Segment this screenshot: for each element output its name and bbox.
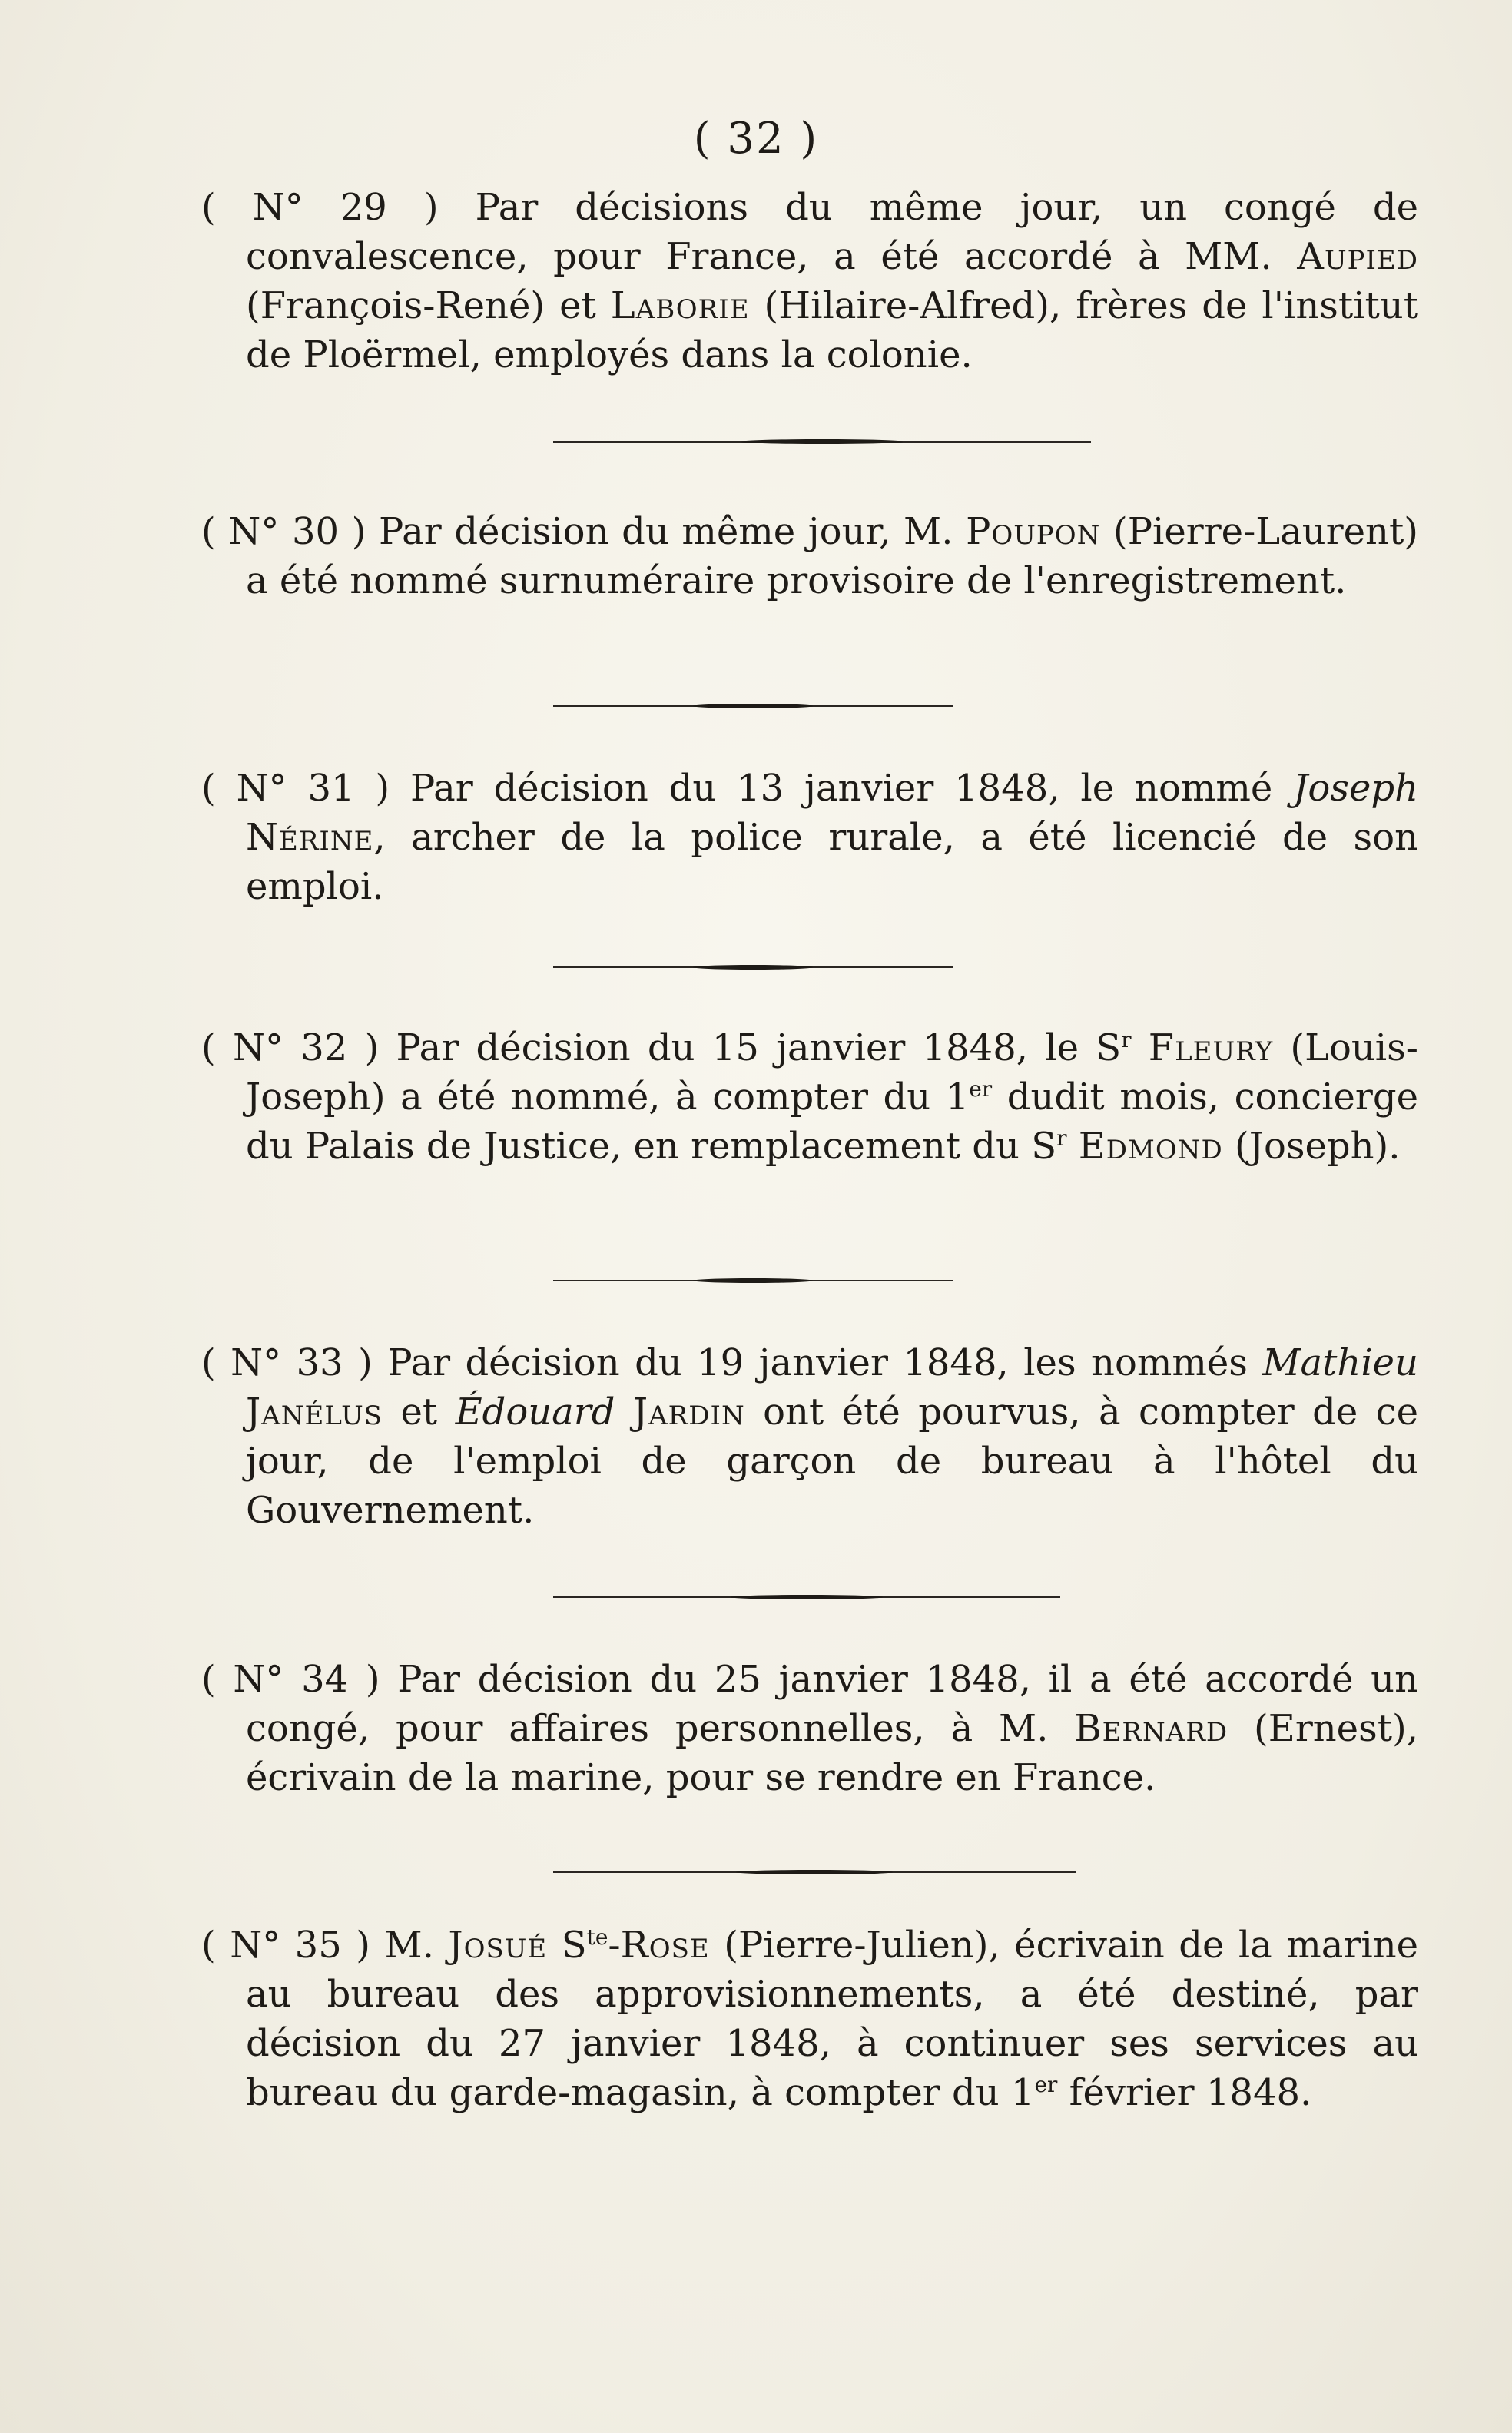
text-run: - — [608, 1924, 621, 1967]
text-run: (Joseph). — [1222, 1125, 1401, 1168]
name-smallcaps: Laborie — [610, 284, 750, 327]
text-run: Par décision du 25 janvier 1848, il a été accordé un congé, pour affaires personnelles, à M. — [246, 1658, 1418, 1750]
text-run: Par décision du 13 janvier 1848, le nommé — [410, 767, 1294, 810]
superscript: er — [969, 1076, 993, 1102]
text-run: (Ernest), écrivain de la marine, pour se rendre en France. — [246, 1707, 1418, 1799]
text-run: et — [383, 1391, 456, 1434]
entry-32 — [201, 1023, 1418, 1171]
entry-text — [201, 1921, 1419, 2117]
name-smallcaps: Poupon — [966, 510, 1101, 553]
entry-text — [201, 764, 1418, 911]
name-italic: Édouard — [455, 1391, 615, 1434]
entry-number: ( N° 31 ) — [201, 767, 390, 810]
entry-number: ( N° 29 ) — [201, 186, 439, 229]
text-run: février 1848. — [1057, 2071, 1312, 2114]
entry-text — [201, 1655, 1418, 1802]
entry-number: ( N° 34 ) — [201, 1658, 380, 1701]
page-number: ( 32 ) — [693, 114, 819, 164]
text-run: (Pierre-Julien), écrivain de la marine au bureau des approvisionnements, a été destiné, par décision du 27 janvier 1848, à continuer ses services au bureau du garde-magasin, à compter du 1 — [246, 1924, 1419, 2114]
text-run: (Pierre-Laurent) a été nommé surnuméraire provisoire de l'enregistrement. — [246, 510, 1418, 602]
name-smallcaps: Aupied — [1297, 235, 1418, 278]
text-run: , archer de la police rurale, a été licencié de son emploi. — [246, 816, 1418, 908]
entry-33 — [201, 1338, 1418, 1535]
entry-number: ( N° 33 ) — [201, 1341, 373, 1384]
text-run: M. — [384, 1924, 449, 1967]
text-run: Par décision du même jour, M. — [379, 510, 967, 553]
name-smallcaps: Edmond — [1078, 1125, 1223, 1168]
separator-rule — [553, 704, 953, 708]
text-run: dudit mois, concierge du Palais de Justice, en remplacement du S — [246, 1076, 1418, 1168]
separator-rule — [553, 965, 953, 970]
name-italic: Joseph — [1293, 767, 1418, 810]
entry-text — [201, 183, 1418, 380]
separator-rule — [553, 1870, 1076, 1874]
text-run — [1066, 1125, 1078, 1168]
entry-29 — [201, 183, 1418, 380]
name-smallcaps: Rose — [620, 1924, 710, 1967]
text-run: ont été pourvus, à compter de ce jour, de l'emploi de garçon de bureau à l'hôtel du Gouvernement. — [246, 1391, 1418, 1532]
name-smallcaps: Fleury — [1148, 1026, 1274, 1069]
text-run: Par décision du 15 janvier 1848, le S — [396, 1026, 1122, 1069]
text-run: (François-René) et — [246, 284, 611, 327]
entry-number: ( N° 30 ) — [201, 510, 366, 553]
entry-34 — [201, 1655, 1418, 1802]
text-run — [615, 1391, 632, 1434]
entry-30 — [201, 507, 1418, 605]
entry-text — [201, 1338, 1418, 1535]
separator-rule — [553, 439, 1091, 444]
separator-rule — [553, 1595, 1060, 1599]
superscript: te — [586, 1924, 608, 1950]
name-smallcaps: Janélus — [246, 1391, 383, 1434]
text-run — [1132, 1026, 1149, 1069]
superscript: r — [1056, 1125, 1067, 1151]
name-smallcaps: Nérine — [246, 816, 374, 859]
text-run: (Hilaire-Alfred), frères de l'institut de Ploërmel, employés dans la colonie. — [246, 284, 1418, 376]
entry-number: ( N° 32 ) — [201, 1026, 380, 1069]
text-run: (Louis-Joseph) a été nommé, à compter du 1 — [246, 1026, 1419, 1119]
text-run: Par décisions du même jour, un congé de convalescence, pour France, a été accordé à MM. — [246, 186, 1418, 278]
entry-31 — [201, 764, 1418, 911]
superscript: er — [1034, 2072, 1058, 2097]
separator-rule — [553, 1278, 953, 1283]
text-run: Par décision du 19 janvier 1848, les nommés — [387, 1341, 1263, 1384]
entry-text — [201, 507, 1418, 605]
name-italic: Mathieu — [1262, 1341, 1418, 1384]
name-smallcaps: Josué — [448, 1924, 548, 1967]
name-smallcaps: Jardin — [632, 1391, 745, 1434]
superscript: r — [1121, 1027, 1132, 1052]
entry-text — [201, 1023, 1419, 1171]
name-smallcaps: Bernard — [1074, 1707, 1228, 1750]
entry-number: ( N° 35 ) — [201, 1924, 370, 1967]
text-run: S — [547, 1924, 587, 1967]
entry-35 — [201, 1921, 1418, 2117]
